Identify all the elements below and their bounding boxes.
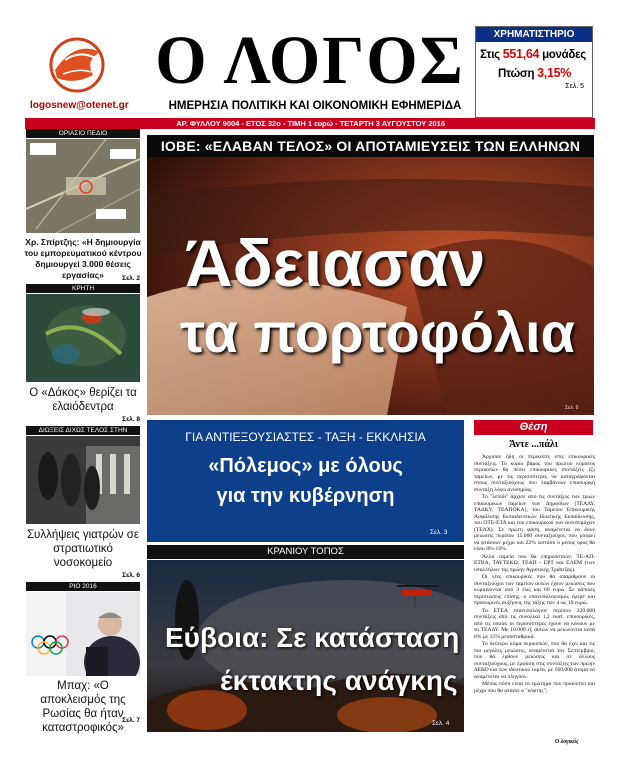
opinion-paragraph: Μέσος πόσο είναι το ερώτημα που προκύπτει και μέχρι που θα φτάσει ο "κόφτης"; <box>474 681 595 694</box>
left-caption: Μπαχ: «Ο αποκλεισμός της Ρωσίας θα ήταν καταστροφικός» <box>40 680 126 734</box>
left-page-ref: Σελ. 8 <box>122 416 140 423</box>
left-section-label: ΔΙΩΞΕΙΣ ΔΙΧΩΣ ΤΕΛΟΣ ΣΤΗΝ <box>26 426 140 435</box>
market-box <box>475 26 593 118</box>
left-caption: Ο «Δάκος» θερίζει τα ελαιόδεντρα <box>29 387 137 413</box>
market-index-value: 551,64 <box>502 47 540 61</box>
market-change-value: 3,15% <box>537 66 572 80</box>
left-page-ref: Σελ. 7 <box>122 717 140 724</box>
blue-story-headline-line1: «Πόλεμος» με όλους <box>208 455 403 477</box>
newspaper-subtitle: ΗΜΕΡΗΣΙΑ ΠΟΛΙΤΙΚΗ ΚΑΙ ΟΙΚΟΝΟΜΙΚΗ ΕΦΗΜΕΡΙΔΑ <box>168 100 462 112</box>
left-caption: Συλλήψεις γιατρών σε στρατιωτικό νοσοκομείο <box>26 529 140 569</box>
left-section-label: ΚΡΗΤΗ <box>26 284 140 293</box>
insect-photo <box>26 294 140 382</box>
opinion-paragraph: Το δεύτερο κύμα περικοπών, που θα έχει και τις πιο μεγάλες μειώσεις, αναμένεται τον Σεπτέμβριο, που θα έρθουν μειώσεις και σε άλλους συνταξιούχους, με έμφαση στις συντάξεις των πρώην ΔΕΚΟ και των ιδιωτικού τομέα, με 160.000 άτομα να αναμένεται να πληγούν. <box>474 641 595 680</box>
market-change-line <box>476 61 592 80</box>
left-caption: Χρ. Σπίρτζης: «Η δημιουργία του εμπορευματικού κέντρου δημιουργεί 3.000 θέσεις εργασίας» <box>24 237 142 280</box>
lead-kicker-bar: ΙΟΒΕ: «ΕΛΑΒΑΝ ΤΕΛΟΣ» ΟΙ ΑΠΟΤΑΜΙΕΥΣΕΙΣ ΤΩΝ ΕΛΛΗΝΩΝ <box>147 135 594 157</box>
bottom-story-headline-line1: Εύβοια: Σε κατάσταση <box>165 622 460 653</box>
lead-headline-line1: Άδειασαν <box>185 226 486 300</box>
blue-story-headline-line2: για την κυβέρνηση <box>216 485 395 507</box>
left-page-ref: Σελ. 6 <box>122 572 140 579</box>
opinion-title: Άντε ...πάλι <box>509 439 558 450</box>
market-change-prefix: Πτώση <box>498 68 535 80</box>
soldiers-photo <box>26 436 140 524</box>
left-page-ref: Σελ. 2 <box>122 275 140 282</box>
market-index-suffix: μονάδες <box>542 49 586 61</box>
market-page-ref: Σελ. 5 <box>565 83 584 90</box>
left-section-label: ΡΙΟ 2016 <box>26 582 140 591</box>
newspaper-title: Ο ΛΟΓΟΣ <box>155 22 465 99</box>
email-address: logosnew@otenet.gr <box>30 100 129 111</box>
market-index-prefix: Στις <box>480 49 500 61</box>
bottom-story-section: ΚΡΑΝΙΟΥ ΤΟΠΟΣ <box>147 545 464 559</box>
opinion-paragraph: Οι νέες επικουρικές που θα απαριθμούν οι συνταξιούχοι των ταμείων αυτών έχουν μειώσεις που κυμαίνονται από 3 έως και 66 ευρώ. Σε κάποιες περιπτώσεις επίσης, ο επανυπολογισμός έφερε και προσωρινές αυξήσεις της τάξης των 4 ως 10 ευρώ. <box>474 574 595 606</box>
issue-info-bar: ΑΡ. ΦΥΛΛΟΥ 9004 - ΕΤΟΣ 32ο - ΤΙΜΗ 1 ευρώ - ΤΕΤΑΡΤΗ 3 ΑΥΓΟΥΣΤΟΥ 2016 <box>25 118 595 129</box>
opinion-signature: Ο λογικός <box>555 739 579 745</box>
market-header: ΧΡΗΜΑΤΙΣΤΗΡΙΟ <box>476 27 592 42</box>
opinion-header: Θέση <box>474 420 593 435</box>
market-index-line <box>476 42 592 61</box>
speaker-photo <box>26 592 140 676</box>
opinion-paragraph: Άρχισαν ήδη οι περικοπές στις επικουρικές συντάξεις. Το κύριο βάρος του πρώτου κύματος περικοπών θα πέσει επικουρικές συντάξεις έξι ταμείων, με τις περισσότερες να καταγράφονται στους συνταξιούχους που λαμβάνουν επικουρική σύνταξη λόγω ανοσηρίας. <box>474 454 595 493</box>
lead-headline-line2: τα πορτοφόλια <box>180 301 576 364</box>
opinion-paragraph: Το ΕΤΕΑ επανυπολόγισε περίπου 320.000 συντάξεις από τις συνολικά 1,2 εκατ. επικουρικές, από τις οποίες οι περισσότερες έχουν να κάνουν με το ΤΕΑΔΥ. Με 10.000 εξ αυτών να μειώνονται κατά 8% με 15% μεσοσταθμικά. <box>474 607 595 640</box>
bottom-story-headline-line2: έκτακτης ανάγκης <box>220 665 458 696</box>
blue-story-page-ref: Σελ. 3 <box>430 529 448 536</box>
left-section-label: ΟΡΙΑΣΙΟ ΠΕΔΙΟ <box>26 129 140 138</box>
map-photo <box>26 139 140 233</box>
blue-story-kicker: ΓΙΑ ΑΝΤΙΕΞΟΥΣΙΑΣΤΕΣ - ΤΑΞΗ - ΕΚΚΛΗΣΙΑ <box>185 430 426 444</box>
lead-page-ref: Σελ. 9 <box>565 405 579 411</box>
opinion-paragraph: Άλλα ταμεία που θα επηρεαστούν: ΤΕ-ΑΠ-ΕΤΒΑ, ΤΑΥΤΕΚΩ, ΤΕΑΠ - ΕΡΤ και ΕΛΕΜ (των υπαλλήλων της πρώην Αγροτικής Τράπεζας). <box>474 553 595 573</box>
opinion-body <box>474 454 595 737</box>
logo-emblem <box>35 30 125 100</box>
bottom-story-page-ref: Σελ. 4 <box>432 720 450 727</box>
opinion-paragraph: Το "λεπίδι" άρχισε από τις συντάξεις των τριών επικουρικών ταμείων των Δημοσίων (ΤΕΑΔΥ, ΤΑΔΚΥ, ΤΕΑΠΟΚΑ), του Ταμείου Επικουρικής Ασφάλισης Εκπαιδευτικών Ιδιωτικής Εκπαίδευσης, του ΟΤΕ-ΕΤΑ και του επικουρικού των αυτοτεμάχων (ΤΕΑΧ). Σε πρώτη φάση, αναμένεται να δουν μειώσεις περίπου 15.000 συνταξιούχοι, που μπορεί να φτάσουν μέχρι και 22% ωστόσο ο μέσος όρος θα είναι 8%-16%. <box>474 494 595 552</box>
